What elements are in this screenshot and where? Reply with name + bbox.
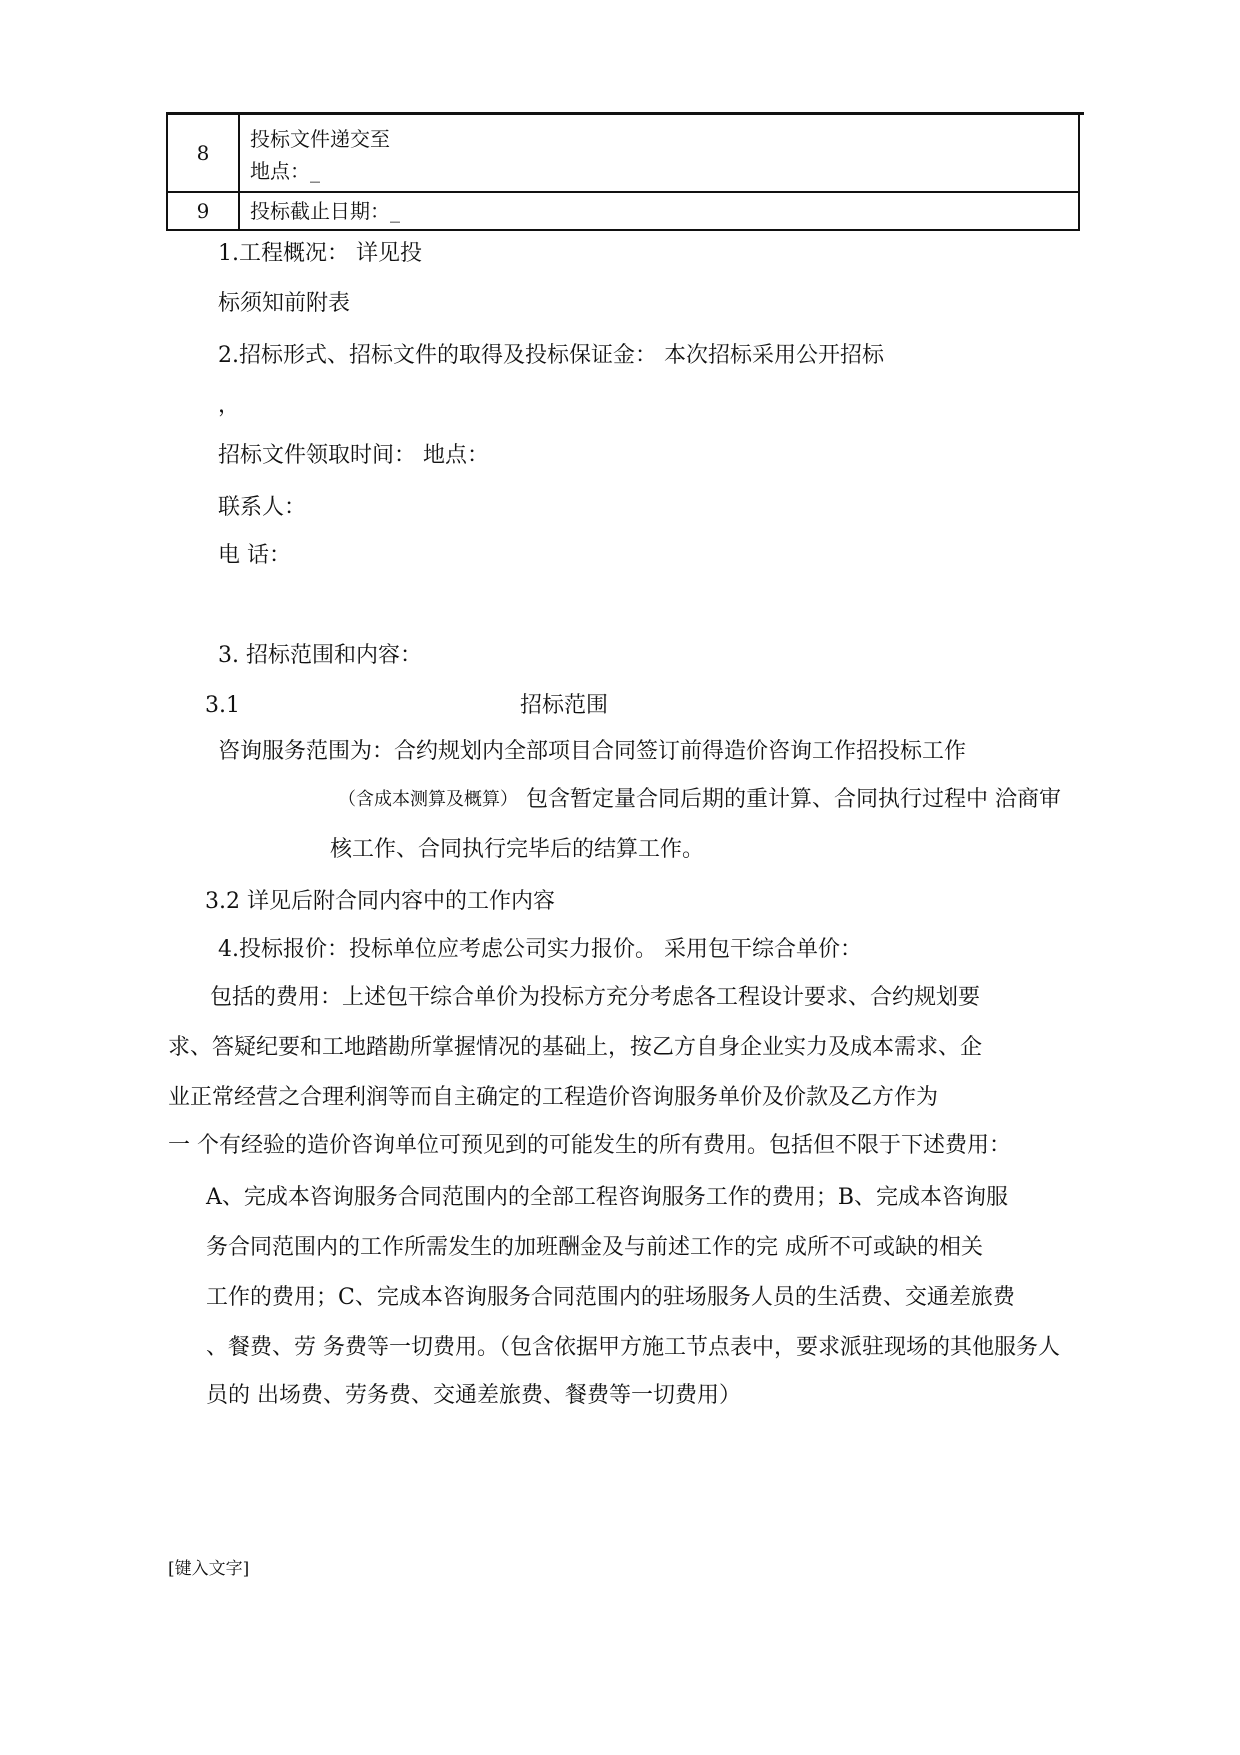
section-4-heading: 4.投标报价：投标单位应考虑公司实力报价。 采用包干综合单价： [218, 937, 862, 962]
cost-list-line-4: 、餐费、劳 务费等一切费用。（包含依据甲方施工节点表中，要求派驻现场的其他服务人 [206, 1335, 1060, 1360]
scope-line-1: 咨询服务范围为：合约规划内全部项目合同签订前得造价咨询工作招投标工作 [218, 739, 967, 764]
section-3-1-number: 3.1 [205, 693, 240, 718]
section-3-2: 3.2 详见后附合同内容中的工作内容 [205, 889, 555, 914]
section-2-comma: ， [218, 393, 241, 418]
row-number: 8 [168, 115, 240, 191]
cost-list-line-1: A、完成本咨询服务合同范围内的全部工程咨询服务工作的费用；B、完成本咨询服 [206, 1185, 1009, 1210]
row-text-line: 地点：_ [250, 159, 320, 183]
cost-paragraph-line-1: 包括的费用：上述包干综合单价为投标方充分考虑各工程设计要求、合约规划要 [210, 985, 981, 1010]
section-1-text: 标须知前附表 [218, 291, 351, 316]
cost-list-line-2: 务合同范围内的工作所需发生的加班酬金及与前述工作的完 成所不可或缺的相关 [206, 1235, 983, 1260]
row-text-line: 投标文件递交至 [250, 127, 390, 151]
pickup-time-location: 招标文件领取时间： 地点： [218, 443, 489, 468]
row-number: 9 [168, 193, 240, 229]
section-3-1-title: 招标范围 [520, 693, 609, 718]
contact-person: 联系人： [218, 495, 307, 520]
footer-placeholder[interactable]: [键入文字] [168, 1559, 250, 1579]
table-row [166, 193, 1080, 231]
cost-paragraph-line-4: 一 个有经验的造价咨询单位可预见到的可能发生的所有费用。包括但不限于下述费用： [168, 1133, 1011, 1158]
table-row [166, 115, 1080, 193]
cost-list-line-3: 工作的费用；C、完成本咨询服务合同范围内的驻场服务人员的生活费、交通差旅费 [206, 1285, 1015, 1310]
cost-paragraph-line-3: 业正常经营之合理利润等而自主确定的工程造价咨询服务单价及价款及乙方作为 [168, 1085, 939, 1110]
scope-line-2: 包含暂定量合同后期的重计算、合同执行过程中 洽商审 [526, 787, 1061, 812]
row-text-line: 投标截止日期：_ [250, 199, 400, 223]
cost-paragraph-line-2: 求、答疑纪要和工地踏勘所掌握情况的基础上，按乙方自身企业实力及成本需求、企 [168, 1035, 983, 1060]
scope-line-3: 核工作、合同执行完毕后的结算工作。 [330, 837, 705, 862]
section-1-heading: 1.工程概况： 详见投 [218, 241, 422, 266]
cost-list-line-5: 员的 出场费、劳务费、交通差旅费、餐费等一切费用） [206, 1383, 741, 1408]
phone-label: 电 话： [218, 543, 291, 568]
section-2-heading: 2.招标形式、招标文件的取得及投标保证金： 本次招标采用公开招标 [218, 343, 884, 368]
section-3-heading: 3. 招标范围和内容： [218, 643, 422, 668]
scope-line-2-note: （含成本测算及概算） [338, 789, 518, 810]
